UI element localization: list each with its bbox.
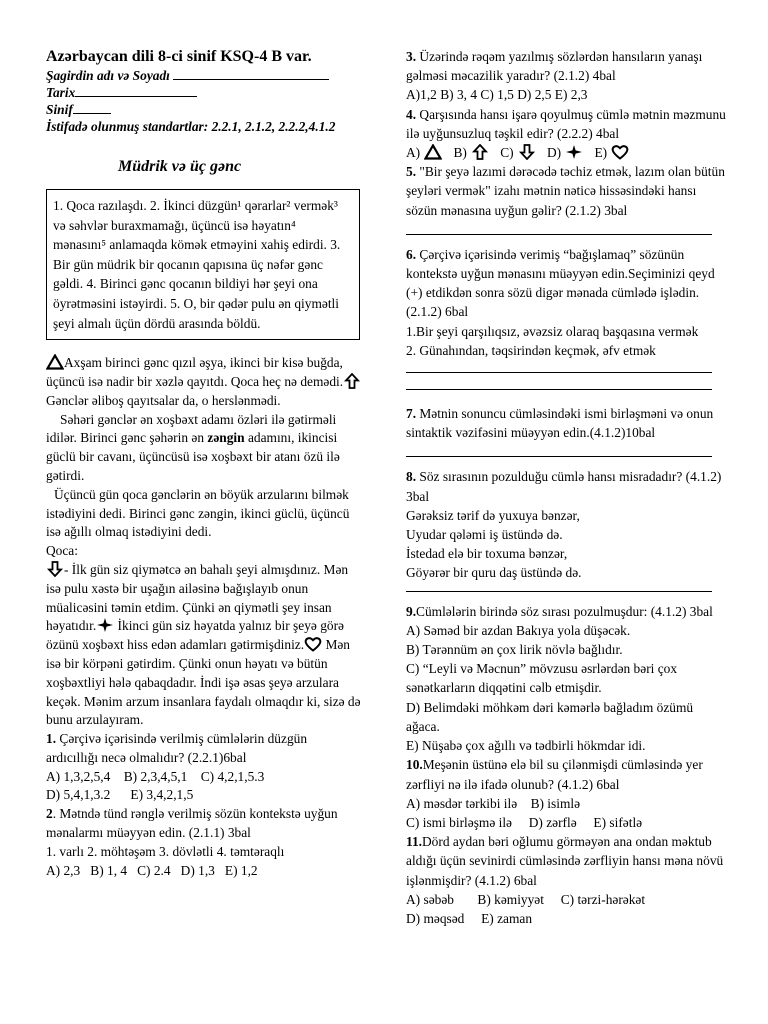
four-point-star-icon [565,144,583,160]
story-paragraph-2: Səhəri gənclər ən xoşbəxt adamı özləri ilə gətirməli idilər. Birinci gənc şəhərin ən zəngin adamını, ikincisi güclü bir cavanı, üçüncüsü isə xoşbəxt bir atanı özü ilə gətirdi. [46,411,340,483]
q1-options-row2[interactable]: D) 5,4,1,3.2 E) 3,4,2,1,5 [46,787,194,803]
q6-meaning-2[interactable]: 2. Günahından, təqsirindən keçmək, əfv etmək [406,342,656,358]
answer-line[interactable] [406,456,712,457]
standards-line: İstifadə olunmuş standartlar: 2.2.1, 2.1.2, 2.2.2,4.1.2 [46,119,336,134]
q4-option-e[interactable]: E) [595,145,634,160]
arrow-down-icon [46,561,64,577]
q10-options-row2[interactable]: C) ismi birləşmə ilə D) zərflə E) sifətlə [406,814,643,830]
class-label: Sinif [46,102,73,117]
q4-option-a[interactable]: A) [406,145,446,160]
q1-options-row1[interactable]: A) 1,3,2,5,4 B) 2,3,4,5,1 C) 4,2,1,5.3 [46,768,265,784]
story-paragraph-4: Qoca: [46,543,78,559]
question-7: 7. Mətnin sonuncu cümləsindəki ismi birləşməni və onun sintaktik vəzifəsini müəyyən edin.(4.1.2)10bal [406,404,728,457]
student-name-field[interactable] [173,67,329,80]
question-9: 9.Cümlələrin birində söz sırası pozulmuşdur: (4.1.2) 3bal A) Səməd bir azdan Bakıya yola düşəcək. B) Tərənnüm ən çox lirik növlə bağlıdır. C) “Leyli və Məcnun” mövzusu əsrlərdən bəri çox sənətkarların diqqətini cəlb etmişdir. D) Belimdəki möhkəm dəri kəmərlə bağladım özümü ağaca. E) Nüşabə çox ağıllı və tədbirli hökmdar idi. [406,602,728,756]
question-8: 8. Söz sırasının pozulduğu cümlə hansı misradadır? (4.1.2) 3bal Gərəksiz tərif də yuxuya bənzər, Uyudar qələmi iş üstündə də. İstedad elə bir toxuma bənzər, Göyərər bir quru daş üstündə də. [406,467,728,591]
answer-line[interactable] [406,389,712,390]
q4-option-c[interactable]: C) [500,145,539,160]
q10-options-row1[interactable]: A) məsdər tərkibi ilə B) isimlə [406,795,581,811]
frame-text: 1. Qoca razılaşdı. 2. İkinci düzgün¹ qərarlar² vermək³ və səhvlər buraxmamağı, üçüncü isə həyatın⁴ mənasını⁵ anlamaqda kömək etməyini xahiş edirdi. 3. Bir gün müdrik bir qocanın qapısına üç nəfər gənc gəldi. 4. Birinci gənc qocanın bildiyi hər şeyi ona öyrətməsini istəyirdi. 5. O, bir qədər pulu ən qiymətli şeyi almalı üçün dördü arasında böldü. [53,198,341,331]
student-name-line [46,67,362,84]
heart-icon [304,636,322,652]
heart-icon [611,144,629,160]
question-10: 10.Meşənin üstünə elə bil su çilənmişdi cümləsində yer zərfliyi nə ilə ifadə olunub? (4.1.2) 6bal A) məsdər tərkibi ilə B) isimlə C) ismi birləşmə ilə D) zərflə E) sifətlə [406,755,728,832]
four-point-star-icon [96,617,114,633]
q11-options-row2[interactable]: D) məqsəd E) zaman [406,910,533,926]
date-label: Tarix [46,85,76,100]
class-line [46,101,362,118]
story-title: Müdrik və üç gənc [118,158,242,175]
question-4: 4. Qarşısında hansı işarə qoyulmuş cümlə mətnin məzmunu ilə uyğunsuzluq təşkil edir? (2.2.2) 4bal A) B) C) D) E) [406,105,728,163]
poem-line-1[interactable]: Gərəksiz tərif də yuxuya bənzər, [406,507,580,523]
q4-options[interactable] [406,143,728,162]
q2-items: 1. varlı 2. möhtəşəm 3. dövlətli 4. təmtəraqlı [46,843,285,859]
question-2: 2. Mətndə tünd rənglə verilmiş sözün kontekstə uyğun mənalarmı müəyyən edin. (2.1.1) 3bal 1. varlı 2. möhtəşəm 3. dövlətli 4. təmtəraqlı A) 2,3 B) 1, 4 C) 2.4 D) 1,3 E) 1,2 [46,805,362,880]
triangle-icon [424,144,442,160]
story-paragraph-5: - İlk gün siz qiymətcə ən bahalı şeyi almışdınız. Mən isə pulu xəstə bir uşağın ailəsinə bağışlayıb onun müalicəsini təmin etdim. Çünki ən qiymətli şey insan həyatıdır. İkinci gün siz həyatda yalnız bir şeyə görə özünü xoşbəxt hiss edən adamları gətirmişdiniz. Mən isə bir körpəni gətirdim. Çünki onun həyatı və bütün xoşbəxtliyi hələ qabaqdadır. İndi işə əsas şeyə arzulara keçək. Mənim arzum insanlara faydalı olmaqdır ki, sizə də bunu arzulayıram. [46,561,361,728]
answer-line[interactable] [406,591,712,592]
date-field[interactable] [75,84,197,97]
question-5: 5. "Bir şeyə lazımi dərəcədə təchiz etmək, lazım olan bütün şeyləri vermək" izahı mətnin nəticə hissəsindəki hansı sözün mənasına uyğun gəlir? (2.1.2) 3bal [406,162,728,235]
poem-line-2[interactable]: Uyudar qələmi iş üstündə də. [406,527,563,543]
class-field[interactable] [73,101,111,114]
student-name-label: Şagirdin adı və Soyadı [46,68,170,83]
q9-option-a[interactable]: A) Səməd bir azdan Bakıya yola düşəcək. [406,622,631,638]
q9-option-c[interactable]: C) “Leyli və Məcnun” mövzusu əsrlərdən bəri çox sənətkarların diqqətini cəlb etmişdir. [406,661,678,696]
q4-option-b[interactable]: B) [454,145,493,160]
story-paragraph-1: Axşam birinci gənc qızıl əşya, ikinci bir kisə buğda, üçüncü isə nadir bir xəzlə qayıtdı. Qoca heç nə demədi. Gənclər əliboş qayıtsalar da, o herslənmədi. [46,354,362,410]
q6-meaning-1[interactable]: 1.Bir şeyi qarşılıqsız, əvəzsiz olaraq başqasına vermək [406,323,699,339]
story-paragraph-3: Üçüncü gün qoca gənclərin ən böyük arzularını bilmək istədiyini dedi. Birinci gənc zəngin, ikinci güclü, üçüncü isə ağıllı olmaq istədiyini dedi. [46,486,350,540]
answer-line[interactable] [406,372,712,373]
poem-line-3[interactable]: İstedad elə bir toxuma bənzər, [406,546,568,562]
q9-option-d[interactable]: D) Belimdəki möhkəm dəri kəmərlə bağladım özümü ağaca. [406,699,694,734]
bold-word: zəngin [207,430,245,446]
q2-options[interactable]: A) 2,3 B) 1, 4 C) 2.4 D) 1,3 E) 1,2 [46,862,258,878]
q4-option-d[interactable]: D) [547,145,587,160]
question-6: 6. Çərçivə içərisində verimiş “bağışlamaq” sözünün kontekstə uyğun mənasını müəyyən edin.Seçiminizi qeyd (+) etdikdən sonra sözü digər mənada cümlədə işlədin. (2.1.2) 6bal 1.Bir şeyi qarşılıqsız, əvəzsiz olaraq başqasına vermək 2. Günahından, təqsirindən keçmək, əfv etmək [406,245,728,390]
q9-option-e[interactable]: E) Nüşabə çox ağıllı və tədbirli hökmdar idi. [406,738,646,754]
q9-option-b[interactable]: B) Tərənnüm ən çox lirik növlə bağlıdır. [406,642,623,658]
sentence-frame [46,189,360,340]
right-column [406,47,728,928]
question-1: 1. Çərçivə içərisində verilmiş cümlələrin düzgün ardıcıllığı necə olmalıdır? (2.2.1)6bal A) 1,3,2,5,4 B) 2,3,4,5,1 C) 4,2,1,5.3 D) 5,4,1,3.2 E) 3,4,2,1,5 [46,730,362,805]
left-column [46,47,362,880]
triangle-icon [46,354,64,370]
poem-line-4[interactable]: Göyərər bir quru daş üstündə də. [406,565,582,581]
q11-options-row1[interactable]: A) səbəb B) kəmiyyət C) tərzi-hərəkət [406,891,646,907]
arrow-up-icon [471,144,489,160]
story-body [46,354,362,730]
question-11: 11.Dörd aydan bəri oğlumu görməyən ana ondan məktub aldığı üçün sevinirdi cümləsində zərfliyin hansı məna növü işlənmişdir? (4.1.2) 6bal A) səbəb B) kəmiyyət C) tərzi-hərəkət D) məqsəd E) zaman [406,832,728,928]
arrow-up-icon [343,373,361,389]
date-line [46,84,362,101]
arrow-down-icon [518,144,536,160]
question-3: 3. Üzərində rəqəm yazılmış sözlərdən hansıların yanaşı gəlməsi məcazilik yaradır? (2.1.2) 4bal A)1,2 B) 3, 4 C) 1,5 D) 2,5 E) 2,3 [406,47,728,105]
q3-options[interactable]: A)1,2 B) 3, 4 C) 1,5 D) 2,5 E) 2,3 [406,87,588,103]
worksheet-title: Azərbaycan dili 8-ci sinif KSQ-4 B var. [46,48,312,65]
answer-line[interactable] [406,234,712,235]
